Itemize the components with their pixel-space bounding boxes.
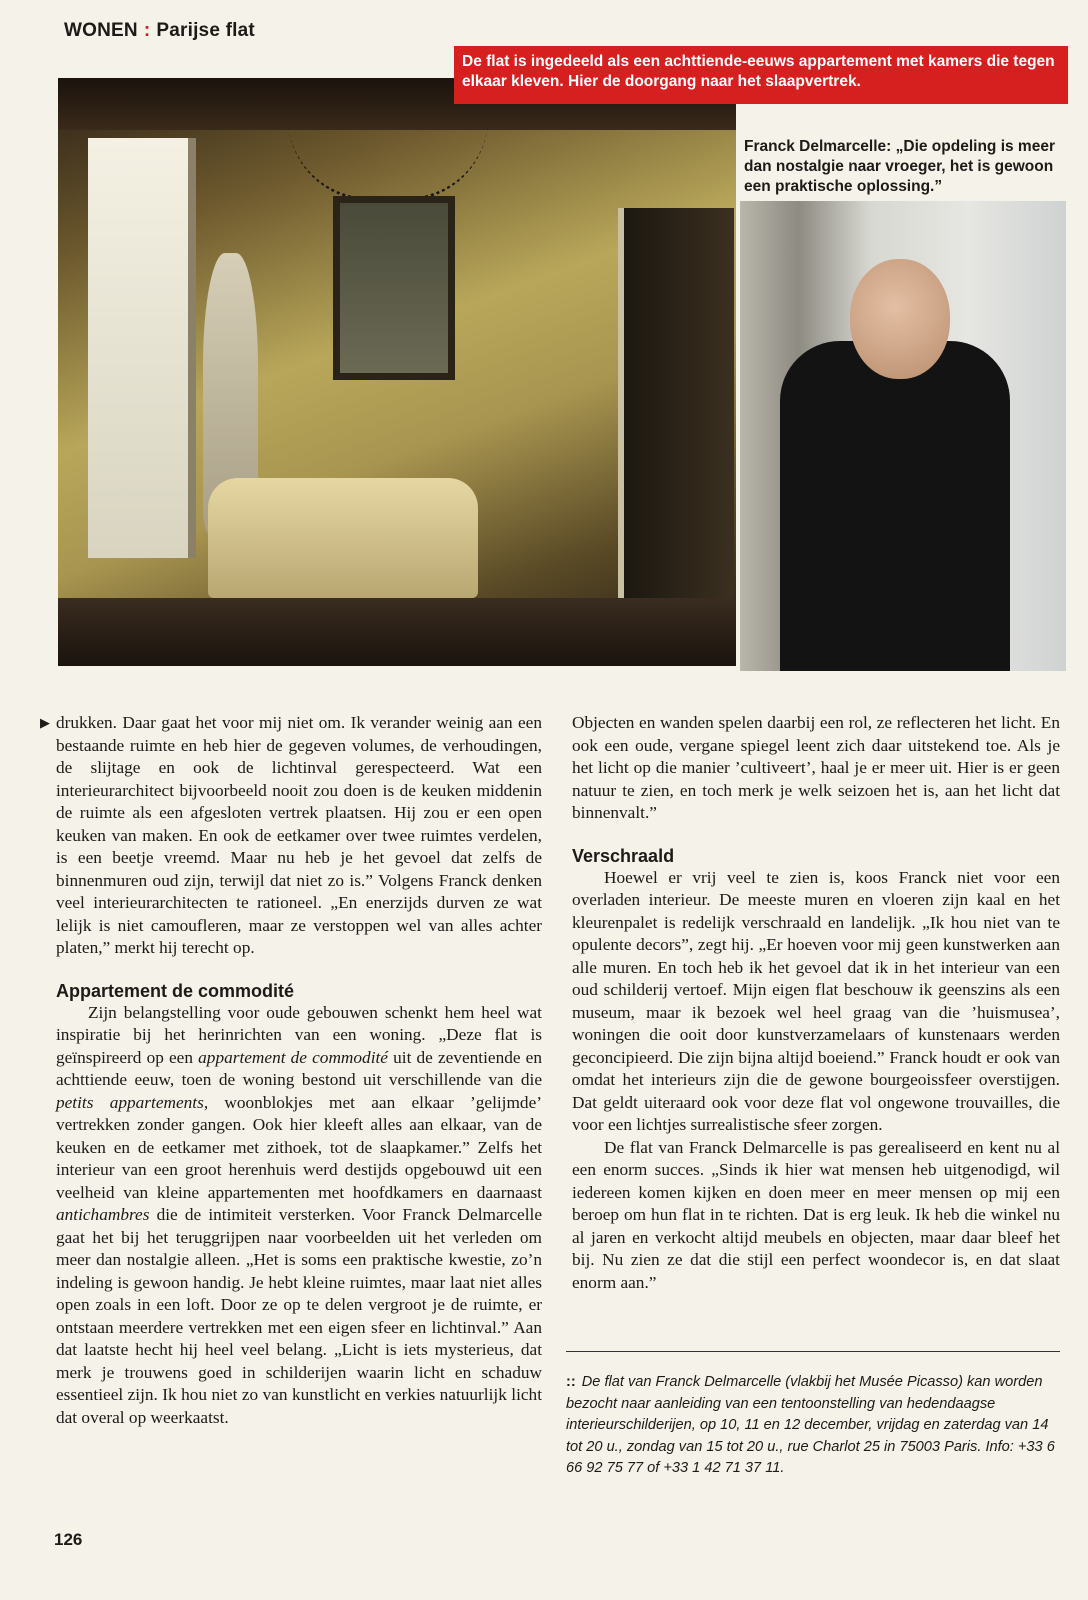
info-note bbox=[566, 1372, 1058, 1480]
info-note-text: De flat van Franck Delmarcelle (vlakbij het Musée Picasso) kan worden bezocht naar aanleiding van een tentoonstelling van hedendaagse interieurschilderijen, op 10, 11 en 12 december, vrijdag en zaterdag van 14 tot 20 u., zondag van 15 tot 20 u., rue Charlot 25 in 75003 Paris. Info: +33 6 66 92 75 77 of +33 1 42 71 37 11. bbox=[566, 1374, 1055, 1476]
interior-photo bbox=[58, 78, 736, 666]
portrait-caption: Franck Delmarcelle: „Die opdeling is meer dan nostalgie naar vroeger, het is gewoon een praktische oplossing.” bbox=[744, 138, 1055, 195]
bullet-icon: :: bbox=[566, 1374, 576, 1390]
section-separator: : bbox=[143, 20, 151, 41]
page-number: 126 bbox=[54, 1530, 83, 1549]
article-paragraph: Hoewel er vrij veel te zien is, koos Franck niet voor een overladen interieur. De meeste muren en vloeren zijn kaal en het kleurenpalet is redelijk verschraald en landelijk. „Ik hou niet van te opulente decors”, zegt hij. „Er hoeven voor mij geen kunstwerken aan alle muren. En toch heb ik het gevoel dat ik in het interieur van een oud schilderij vertoef. Mijn eigen flat beschouw ik geenszins als een museum, maar ik bezoek wel heel graag van die ’huismusea’, woningen die ooit door kunstverzamelaars of kunstenaars werden geconcipieerd. Die zijn bijna altijd boeiend.” Franck houdt er ook van omdat het interieurs zijn die de gewone bourgeoissfeer overstijgen. Dat geldt uiteraard ook voor deze flat vol ongewone trouvailles, die voor een lichtjes surrealistische sfeer zorgen. bbox=[572, 867, 1060, 1134]
article-column-right bbox=[572, 712, 1060, 1294]
continued-arrow-icon: ▶ bbox=[40, 716, 50, 731]
article-paragraph: drukken. Daar gaat het voor mij niet om. Ik verander weinig aan een bestaande ruimte en heb hier de gegeven volumes, de verhoudingen, de slijtage en ook de lichtinval gerespecteerd. Wat een interieurarchitect bijvoorbeeld nooit zou doen is de keuken middenin de ruimte als een afgesloten vertrek plaatsen. Hij zou er een open keuken van maken. En ook de eetkamer over twee ruimtes verdelen, is een beetje vreemd. Maar nu heb je het gevoel dat zelfs de binnenmuren oud zijn, terwijl dat niet zo is.” Volgens Franck denken veel interieurarchitecten te rationeel. „En enerzijds durven ze wat lelijk is niet camoufleren, maar ze verstoppen wel van alles achter platen,” merkt hij terecht op. bbox=[56, 713, 542, 957]
subheading: Appartement de commodité bbox=[56, 980, 295, 1001]
subheading: Verschraald bbox=[572, 845, 675, 866]
article-paragraph: Objecten en wanden spelen daarbij een rol, ze reflecteren het licht. En ook een oude, vergane spiegel leent zich daar uitstekend toe. Als je het licht op die manier ’cultiveert’, haal je er meer uit. Hier is er geen natuur te zien, en toch merk je welk seizoen het is, aan het licht dat binnenvalt.” bbox=[572, 713, 1060, 822]
section-label: WONEN bbox=[64, 20, 138, 41]
portrait-photo bbox=[740, 201, 1066, 671]
section-topic: Parijse flat bbox=[156, 20, 255, 41]
section-header bbox=[64, 20, 255, 42]
photo-caption-red: De flat is ingedeeld als een achttiende-eeuws appartement met kamers die tegen elkaar kleven. Hier de doorgang naar het slaapvertrek. bbox=[454, 46, 1068, 104]
divider bbox=[566, 1351, 1060, 1352]
painting-in-photo bbox=[333, 196, 455, 380]
article-paragraph: De flat van Franck Delmarcelle is pas gerealiseerd en kent nu al een enorm succes. „Sinds ik hier wat mensen heb uitgenodigd, wil iedereen komen kijken en doen meer en meer mensen op mij een beroep om hun flat in te richten. Dat is erg leuk. Ik heb die winkel nu al jaren en verkocht altijd meubels en objecten, maar daar bleef het bij. Nu zien ze dat die stijl een perfect woondecor is, en dat slaat enorm aan.” bbox=[572, 1137, 1060, 1292]
article-paragraph: Zijn belangstelling voor oude gebouwen schenkt hem heel wat inspiratie bij het herinrichten van een woning. „Deze flat is geïnspireerd op een appartement de commodité uit de zeventiende en achttiende eeuw, toen de woning bestond uit verschillende van die petits appartements, woonblokjes met aan elkaar ’gelijmde’ vertrekken zonder gangen. Ook hier kleeft alles aan elkaar, van de keuken en de eetkamer met zithoek, tot de slaapkamer.” Zelfs het interieur van een groot herenhuis werd destijds opgebouwd uit een veelheid van kleine appartementen met hoofdkamers en daarnaast antichambres die de intimiteit versterken. Voor Franck Delmarcelle gaat het bij het teruggrijpen naar voorbeelden uit het verleden om meer dan nostalgie alleen. „Het is soms een praktische kwestie, zo’n indeling is gewoon handig. Je hebt kleine ruimtes, maar laat niet alles open zoals in een loft. Door ze op te delen vergroot je de ruimte, er ontstaan meerdere vertrekken met een eigen sfeer en lichtinval.” Aan dat laatste hecht hij heel veel belang. „Licht is iets mysterieus, dat merk je trouwens goed in schilderijen waarin licht en schaduw essentieel zijn. Ik hou niet zo van kunstlicht en verkies natuurlijk licht dat overal op weerkaatst. bbox=[56, 1002, 542, 1427]
article-column-left bbox=[56, 712, 542, 1429]
